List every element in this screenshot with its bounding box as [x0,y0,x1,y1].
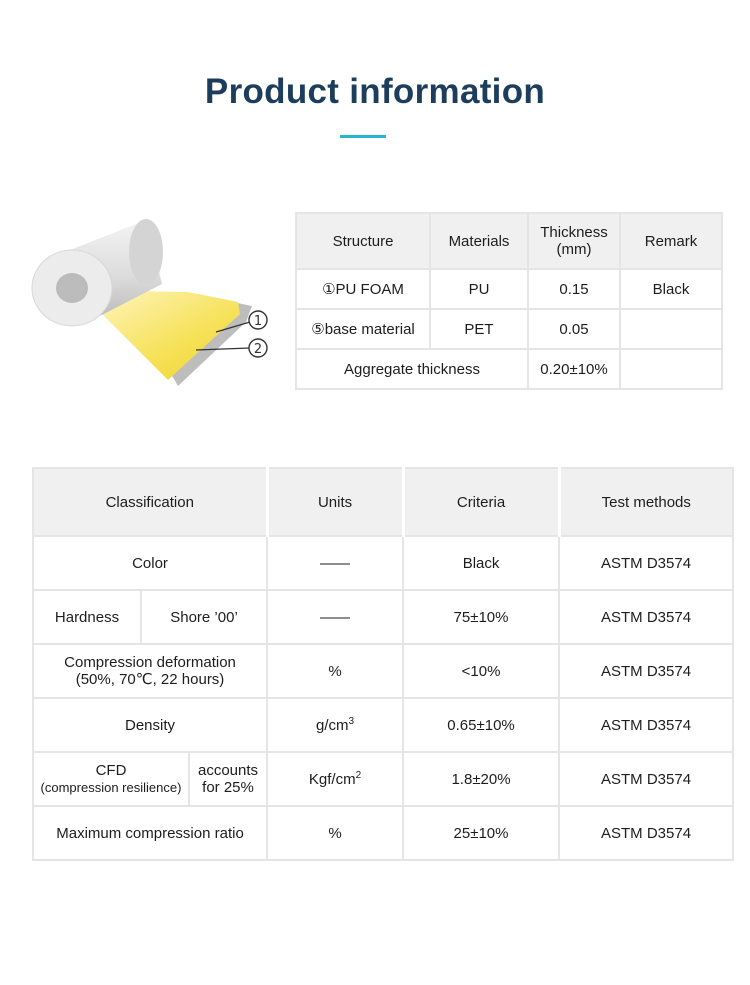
classification-cell: CFD (compression resilience) [33,752,189,806]
method-cell: ASTM D3574 [559,590,733,644]
table-row-compression [33,644,733,698]
criteria-cell: 75±10% [403,590,559,644]
aggregate-value: 0.20±10% [528,349,620,389]
aggregate-label: Aggregate thickness [296,349,528,389]
structure-cell: ⑤base material [296,309,430,349]
callout-2 [249,339,267,357]
table-row-max-compression [33,806,733,860]
units-cell: % [267,806,403,860]
header-criteria: Criteria [403,468,559,536]
header-units: Units [267,468,403,536]
title-underline [340,135,386,138]
table-row-hardness [33,590,733,644]
classification-note-cell: accounts for 25% [189,752,267,806]
remark-cell: Black [620,269,722,309]
criteria-cell: <10% [403,644,559,698]
materials-cell: PU [430,269,528,309]
criteria-cell: 0.65±10% [403,698,559,752]
method-cell: ASTM D3574 [559,806,733,860]
structure-cell: ①PU FOAM [296,269,430,309]
classification-cell: Maximum compression ratio [33,806,267,860]
header-classification: Classification [33,468,267,536]
criteria-cell: 1.8±20% [403,752,559,806]
callout-1 [249,311,267,329]
units-cell: —— [267,536,403,590]
aggregate-row [296,349,722,389]
materials-cell: PET [430,309,528,349]
foam-roll-illustration [28,210,290,400]
method-cell: ASTM D3574 [559,644,733,698]
table-row-color [33,536,733,590]
structure-table-header [296,213,722,269]
units-cell: —— [267,590,403,644]
thickness-cell: 0.15 [528,269,620,309]
header-structure: Structure [296,213,430,269]
units-cell: Kgf/$cm^2$ [267,752,403,806]
remark-cell [620,309,722,349]
header-materials: Materials [430,213,528,269]
criteria-cell: Black [403,536,559,590]
table-row-density [33,698,733,752]
header-test-methods: Test methods [559,468,733,536]
page-title: Product information [204,72,546,111]
method-cell: ASTM D3574 [559,752,733,806]
spec-table-header [33,468,733,536]
table-row [296,269,722,309]
method-cell: ASTM D3574 [559,536,733,590]
classification-cell: Density [33,698,267,752]
classification-cell: Compression deformation (50%, 70℃, 22 hours) [33,644,267,698]
units-cell: $g/cm^3$ [267,698,403,752]
criteria-cell: 25±10% [403,806,559,860]
classification-sub-cell: Shore ’00’ [141,590,267,644]
spec-table [32,467,734,861]
structure-table [295,212,723,390]
units-cell: % [267,644,403,698]
thickness-cell: 0.05 [528,309,620,349]
callout-2-label: 2 [253,342,263,357]
table-row [296,309,722,349]
header-remark: Remark [620,213,722,269]
classification-cell: Color [33,536,267,590]
method-cell: ASTM D3574 [559,698,733,752]
table-row-cfd [33,752,733,806]
aggregate-remark [620,349,722,389]
header-thickness: Thickness (mm) [528,213,620,269]
classification-cell: Hardness [33,590,141,644]
callout-1-label: 1 [253,314,263,329]
